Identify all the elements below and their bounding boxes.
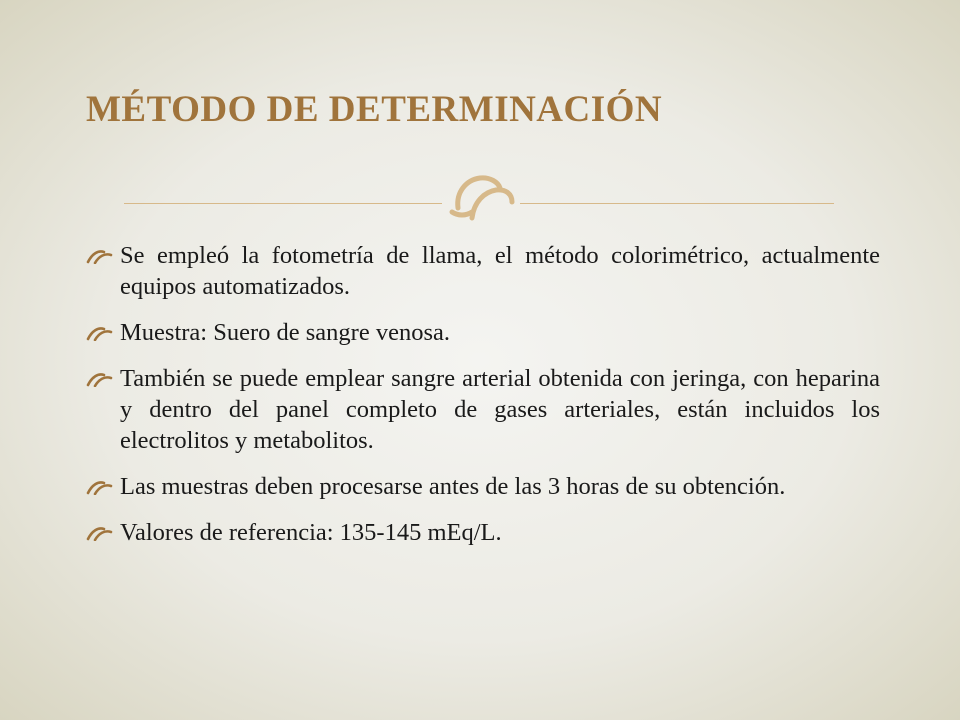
- bullet-item: [86, 471, 880, 502]
- double-chevron-bullet-icon: [86, 525, 114, 541]
- bullet-item: [86, 317, 880, 348]
- bullet-item: [86, 363, 880, 456]
- bullet-text: Se empleó la fotometría de llama, el método colorimétrico, actualmente equipos automatizados.: [120, 242, 880, 300]
- double-chevron-bullet-icon: [86, 479, 114, 495]
- bullet-text: También se puede emplear sangre arterial obtenida con jeringa, con heparina y dentro del panel completo de gases arteriales, están incluidos los electrolitos y metabolitos.: [120, 365, 880, 454]
- double-chevron-bullet-icon: [86, 248, 114, 264]
- divider-left: [124, 203, 442, 204]
- bullet-item: [86, 240, 880, 302]
- scroll-ornament-icon: [444, 168, 518, 228]
- bullet-item: [86, 517, 880, 548]
- bullet-text: Valores de referencia: 135-145 mEq/L.: [120, 519, 502, 546]
- slide-title: MÉTODO DE DETERMINACIÓN: [86, 89, 663, 130]
- bullet-list: [86, 240, 880, 563]
- double-chevron-bullet-icon: [86, 325, 114, 341]
- bullet-text: Las muestras deben procesarse antes de las 3 horas de su obtención.: [120, 473, 786, 500]
- double-chevron-bullet-icon: [86, 371, 114, 387]
- divider-right: [520, 203, 834, 204]
- bullet-text: Muestra: Suero de sangre venosa.: [120, 319, 450, 346]
